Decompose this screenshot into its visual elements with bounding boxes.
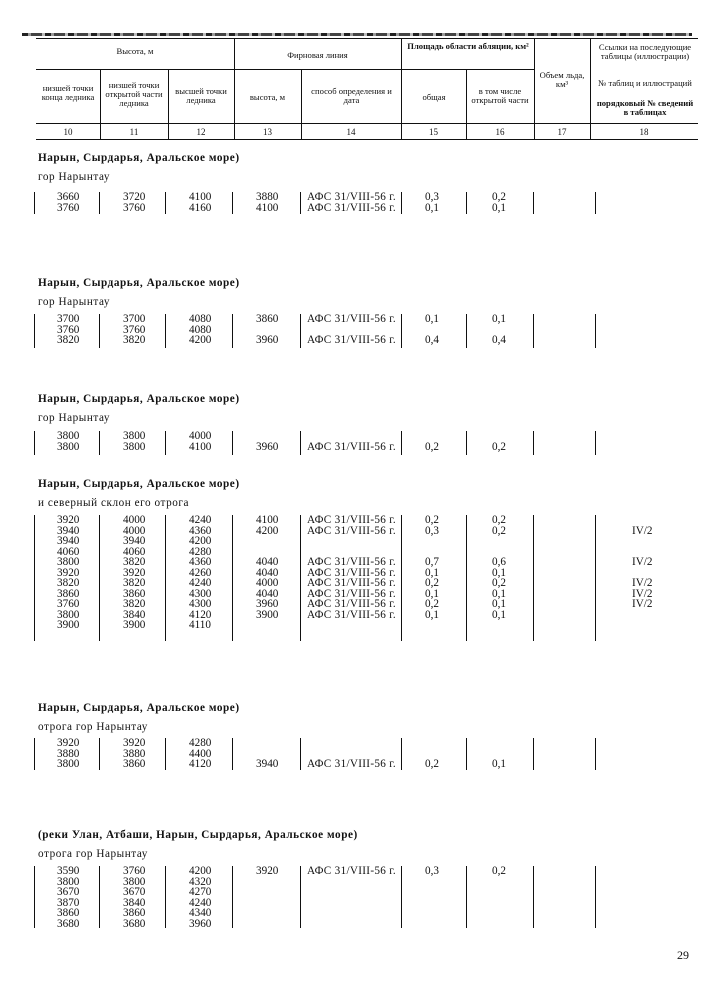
cell-c15: 0,1 [425,313,439,325]
cell-c10: 3760 [57,323,80,336]
section-title: Нарын, Сырдарья, Аральское море) [38,478,240,490]
cell-c18: IV/2 [632,556,653,568]
column-number: 14 [346,127,356,137]
cell-c16: 0,2 [492,440,506,453]
column-rule [232,431,233,455]
cell-c13: 4000 [256,577,279,589]
cell-c11: 3800 [123,440,146,453]
cell-c10: 3940 [57,524,80,537]
cell-c12: 4280 [189,545,212,558]
cell-c14: АФС 31/VIII-56 г. [307,334,396,346]
cell-c13: 3880 [256,191,279,203]
section-title: Нарын, Сырдарья, Аральское море) [38,393,240,405]
cell-c11: 3680 [123,917,146,930]
column-rule [232,738,233,770]
cell-c12: 4200 [189,334,212,346]
column-number: 10 [63,127,73,137]
cell-c12: 4000 [189,430,212,442]
cell-c12: 4120 [189,608,212,621]
column-rule [533,314,534,348]
header-rule [36,123,698,124]
cell-c11: 3670 [123,886,146,898]
column-rule [300,866,301,928]
cell-c14: АФС 31/VIII-56 г. [307,577,396,589]
section-subtitle: отрога гор Нарынтау [38,848,148,860]
column-rule [466,738,467,770]
column-rule [34,866,35,928]
section-title: Нарын, Сырдарья, Аральское море) [38,277,240,289]
header-rule [36,69,534,70]
cell-c12: 4240 [189,896,212,909]
section-subtitle: гор Нарынтау [38,171,111,183]
cell-c10: 3800 [57,440,80,453]
section-title: Нарын, Сырдарья, Аральское море) [38,702,240,714]
cell-c14: АФС 31/VIII-56 г. [307,608,396,621]
cell-c10: 3860 [57,907,80,919]
column-rule [232,866,233,928]
section-subtitle: и северный склон его отрога [38,497,190,509]
column-rule [165,431,166,455]
cell-c12: 4100 [189,440,212,453]
cell-c12: 4080 [189,313,212,325]
cell-c11: 3700 [123,313,146,325]
cell-c14: АФС 31/VIII-56 г. [307,514,396,526]
cell-c10: 3920 [57,514,80,526]
cell-c15: 0,3 [425,524,439,537]
cell-c10: 3800 [57,608,80,621]
height-group-header: Высота, м [116,46,154,56]
cell-c12: 4200 [189,535,212,547]
cell-c10: 3590 [57,865,80,877]
cell-c16: 0,4 [492,334,506,346]
cell-c10: 3900 [57,619,80,631]
column-rule [99,738,100,770]
column-rule [300,192,301,214]
cell-c15: 0,1 [425,608,439,621]
cell-c13: 3900 [256,608,279,621]
cell-c16: 0,1 [492,608,506,621]
section-subtitle: гор Нарынтау [38,412,111,424]
cell-c15: 0,2 [425,514,439,526]
references-subheader: № таблиц и иллюстраций [598,78,692,88]
column-rule [99,192,100,214]
cell-c14: АФС 31/VIII-56 г. [307,587,396,600]
column-rule [595,431,596,455]
cell-c15: 0,3 [425,191,439,203]
cell-c10: 4060 [57,545,80,558]
cell-c16: 0,1 [492,598,506,610]
cell-c11: 3860 [123,758,146,770]
column-rule [533,431,534,455]
column-rule [595,192,596,214]
cell-c12: 4320 [189,875,212,888]
column-rule [401,314,402,348]
cell-c16: 0,1 [492,758,506,770]
cell-c13: 4040 [256,587,279,600]
cell-c12: 4300 [189,598,212,610]
column-rule [165,192,166,214]
cell-c12: 4400 [189,747,212,760]
cell-c10: 3660 [57,191,80,203]
col12-header: высшей точки ледника [175,86,227,105]
column-rule [300,314,301,348]
column-rule [401,738,402,770]
cell-c12: 4120 [189,758,212,770]
col16-header: в том числе открытой части [471,86,529,105]
cell-c13: 4040 [256,566,279,579]
cell-c16: 0,2 [492,524,506,537]
cell-c10: 3800 [57,556,80,568]
column-rule [401,431,402,455]
cell-c15: 0,1 [425,566,439,579]
column-rule [595,866,596,928]
cell-c10: 3680 [57,917,80,930]
cell-c14: АФС 31/VIII-56 г. [307,556,396,568]
col13-header: высота, м [249,92,286,102]
cell-c11: 3720 [123,191,146,203]
column-rule [533,866,534,928]
cell-c12: 4300 [189,587,212,600]
column-rule [595,515,596,641]
section-title: (реки Улан, Атбаши, Нарын, Сырдарья, Аральское море) [38,829,358,841]
cell-c15: 0,2 [425,598,439,610]
cell-c16: 0,2 [492,865,506,877]
cell-c11: 3760 [123,323,146,336]
cell-c14: АФС 31/VIII-56 г. [307,313,396,325]
cell-c11: 4000 [123,524,146,537]
column-number: 11 [129,127,139,137]
column-rule [533,738,534,770]
cell-c10: 3880 [57,747,80,760]
cell-c15: 0,3 [425,865,439,877]
cell-c10: 3760 [57,598,80,610]
references-header: Ссылки на последующие таблицы (иллюстрации) [598,42,692,61]
column-rule [165,314,166,348]
cell-c10: 3860 [57,587,80,600]
cell-c14: АФС 31/VIII-56 г. [307,201,396,214]
cell-c11: 4000 [123,514,146,526]
references-subheader-2: порядковый № сведений в таблицах [596,98,694,117]
cell-c14: АФС 31/VIII-56 г. [307,566,396,579]
section-subtitle: отрога гор Нарынтау [38,721,148,733]
cell-c11: 3800 [123,430,146,442]
column-rule [34,192,35,214]
cell-c11: 3820 [123,577,146,589]
header-rule [401,39,402,139]
cell-c16: 0,1 [492,566,506,579]
cell-c12: 4100 [189,191,212,203]
cell-c15: 0,7 [425,556,439,568]
cell-c14: АФС 31/VIII-56 г. [307,191,396,203]
cell-c18: IV/2 [632,577,653,589]
column-rule [466,866,467,928]
cell-c12: 4080 [189,323,212,336]
column-rule [466,515,467,641]
cell-c11: 4060 [123,545,146,558]
cell-c12: 4110 [189,619,211,631]
column-number: 17 [557,127,567,137]
column-rule [165,866,166,928]
cell-c10: 3920 [57,737,80,749]
cell-c11: 3800 [123,875,146,888]
cell-c11: 3840 [123,608,146,621]
cell-c10: 3670 [57,886,80,898]
section-subtitle: гор Нарынтау [38,296,111,308]
cell-c11: 3760 [123,865,146,877]
column-rule [533,515,534,641]
cell-c14: АФС 31/VIII-56 г. [307,440,396,453]
column-rule [165,515,166,641]
cell-c10: 3800 [57,430,80,442]
header-rule [590,39,591,139]
cell-c16: 0,1 [492,201,506,214]
scan-edge-artifact [22,33,692,36]
section-title: Нарын, Сырдарья, Аральское море) [38,152,240,164]
cell-c10: 3820 [57,334,80,346]
cell-c11: 3920 [123,566,146,579]
cell-c12: 4340 [189,907,212,919]
firn-group-header: Фирновая линия [287,50,348,60]
cell-c12: 4260 [189,566,212,579]
column-rule [165,738,166,770]
cell-c13: 4040 [256,556,279,568]
column-rule [300,515,301,641]
cell-c10: 3870 [57,896,80,909]
cell-c14: АФС 31/VIII-56 г. [307,758,396,770]
cell-c10: 3820 [57,577,80,589]
cell-c11: 3880 [123,747,146,760]
cell-c11: 3860 [123,587,146,600]
cell-c16: 0,1 [492,313,506,325]
cell-c10: 3700 [57,313,80,325]
column-rule [34,738,35,770]
cell-c10: 3940 [57,535,80,547]
column-rule [300,431,301,455]
cell-c12: 4360 [189,556,212,568]
cell-c13: 3960 [256,440,279,453]
header-rule [534,39,535,139]
cell-c11: 3820 [123,334,146,346]
column-rule [401,515,402,641]
cell-c18: IV/2 [632,587,653,600]
cell-c13: 3960 [256,598,279,610]
cell-c14: АФС 31/VIII-56 г. [307,865,396,877]
column-rule [99,314,100,348]
column-rule [466,314,467,348]
col15-header: общая [422,92,446,102]
cell-c13: 3960 [256,334,279,346]
column-rule [595,738,596,770]
cell-c15: 0,4 [425,334,439,346]
column-rule [34,515,35,641]
cell-c16: 0,2 [492,577,506,589]
cell-c16: 0,2 [492,514,506,526]
cell-c15: 0,2 [425,440,439,453]
ice-volume-header: Объем льда, км³ [539,70,585,89]
cell-c13: 3860 [256,313,279,325]
cell-c12: 4240 [189,577,212,589]
cell-c12: 4270 [189,886,212,898]
cell-c18: IV/2 [632,524,653,537]
column-number: 18 [639,127,649,137]
cell-c12: 4200 [189,865,212,877]
col11-header: низшей точки открытой части ледника [105,80,163,108]
column-number: 13 [263,127,272,137]
column-rule [466,192,467,214]
column-rule [401,192,402,214]
cell-c11: 3940 [123,535,146,547]
cell-c10: 3800 [57,758,80,770]
column-rule [99,515,100,641]
cell-c16: 0,1 [492,587,506,600]
cell-c12: 4360 [189,524,212,537]
cell-c12: 4280 [189,737,212,749]
cell-c11: 3900 [123,619,146,631]
cell-c12: 3960 [189,917,212,930]
cell-c11: 3840 [123,896,146,909]
cell-c13: 3940 [256,758,279,770]
cell-c11: 3820 [123,556,146,568]
cell-c10: 3920 [57,566,80,579]
cell-c13: 3920 [256,865,279,877]
column-number: 16 [495,127,505,137]
column-rule [300,738,301,770]
cell-c16: 0,2 [492,191,506,203]
column-rule [99,431,100,455]
cell-c13: 4100 [256,201,279,214]
column-rule [232,314,233,348]
cell-c10: 3800 [57,875,80,888]
cell-c14: АФС 31/VIII-56 г. [307,524,396,537]
cell-c11: 3920 [123,737,146,749]
cell-c13: 4200 [256,524,279,537]
cell-c12: 4240 [189,514,212,526]
column-rule [34,314,35,348]
cell-c18: IV/2 [632,598,653,610]
column-rule [533,192,534,214]
table-header [36,38,698,140]
cell-c15: 0,1 [425,201,439,214]
ablation-group-header: Площадь области абляции, км² [407,41,529,51]
column-rule [232,192,233,214]
col14-header: способ определения и дата [311,86,392,105]
cell-c11: 3760 [123,201,146,214]
cell-c13: 4100 [256,514,279,526]
column-number: 12 [196,127,206,137]
cell-c12: 4160 [189,201,212,214]
cell-c10: 3760 [57,201,80,214]
column-rule [401,866,402,928]
col10-header: низшей точки конца ледника [41,83,95,102]
column-rule [466,431,467,455]
column-rule [595,314,596,348]
cell-c16: 0,6 [492,556,506,568]
cell-c15: 0,2 [425,577,439,589]
cell-c11: 3820 [123,598,146,610]
column-number: 15 [429,127,438,137]
column-rule [34,431,35,455]
cell-c15: 0,1 [425,587,439,600]
column-rule [99,866,100,928]
cell-c14: АФС 31/VIII-56 г. [307,598,396,610]
cell-c11: 3860 [123,907,146,919]
column-rule [232,515,233,641]
cell-c15: 0,2 [425,758,439,770]
page-number: 29 [677,948,689,962]
